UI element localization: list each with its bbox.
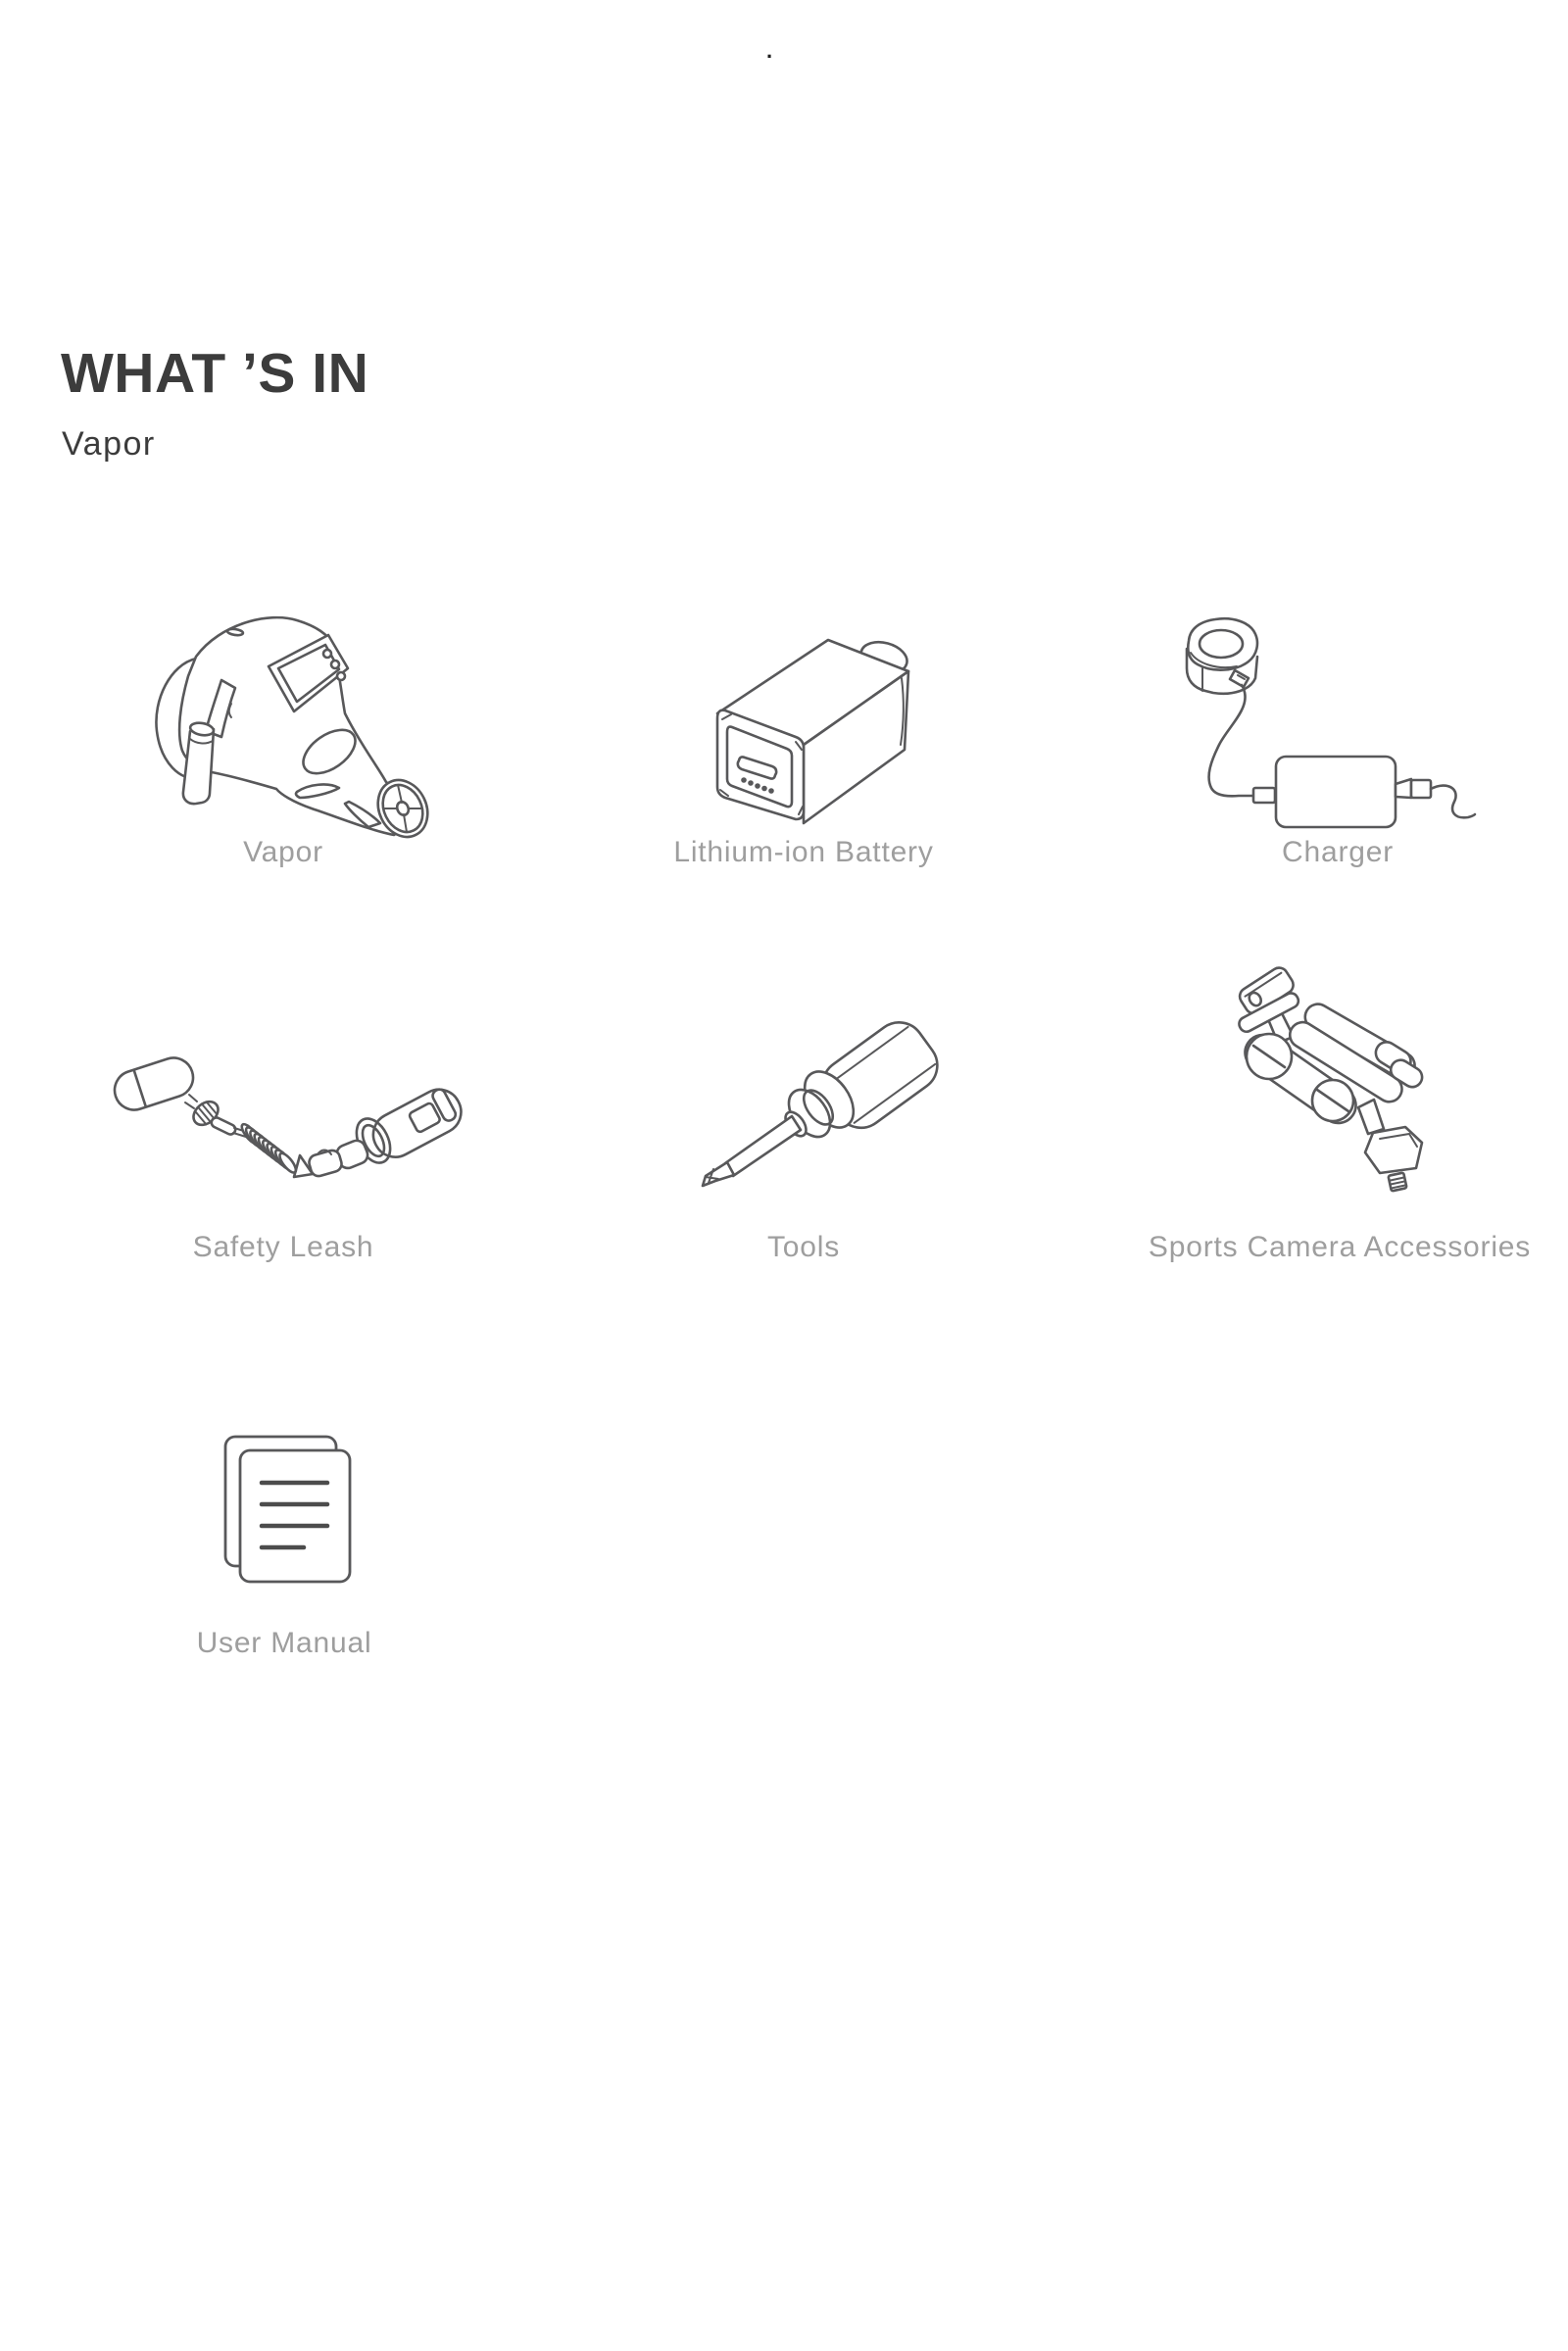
page-subtitle: Vapor <box>62 425 156 463</box>
item-label-tools: Tools <box>766 1231 841 1263</box>
item-label-safety-leash: Safety Leash <box>192 1231 374 1263</box>
item-label-battery: Lithium-ion Battery <box>673 836 934 868</box>
user-manual-icon <box>211 1426 368 1597</box>
camera-mount-icon <box>1225 960 1519 1205</box>
item-label-camera-accessories: Sports Camera Accessories <box>1148 1231 1532 1263</box>
page-title: WHAT ’S IN <box>61 342 369 405</box>
page-top-mark: . <box>766 38 773 63</box>
vapor-scooter-icon <box>137 606 480 851</box>
item-label-vapor: Vapor <box>243 836 323 868</box>
charger-icon <box>1156 608 1529 853</box>
screwdriver-icon <box>666 1009 1019 1225</box>
item-label-user-manual: User Manual <box>196 1627 372 1659</box>
battery-icon <box>701 617 956 843</box>
item-label-charger: Charger <box>1282 836 1394 868</box>
safety-leash-icon <box>98 1009 470 1225</box>
